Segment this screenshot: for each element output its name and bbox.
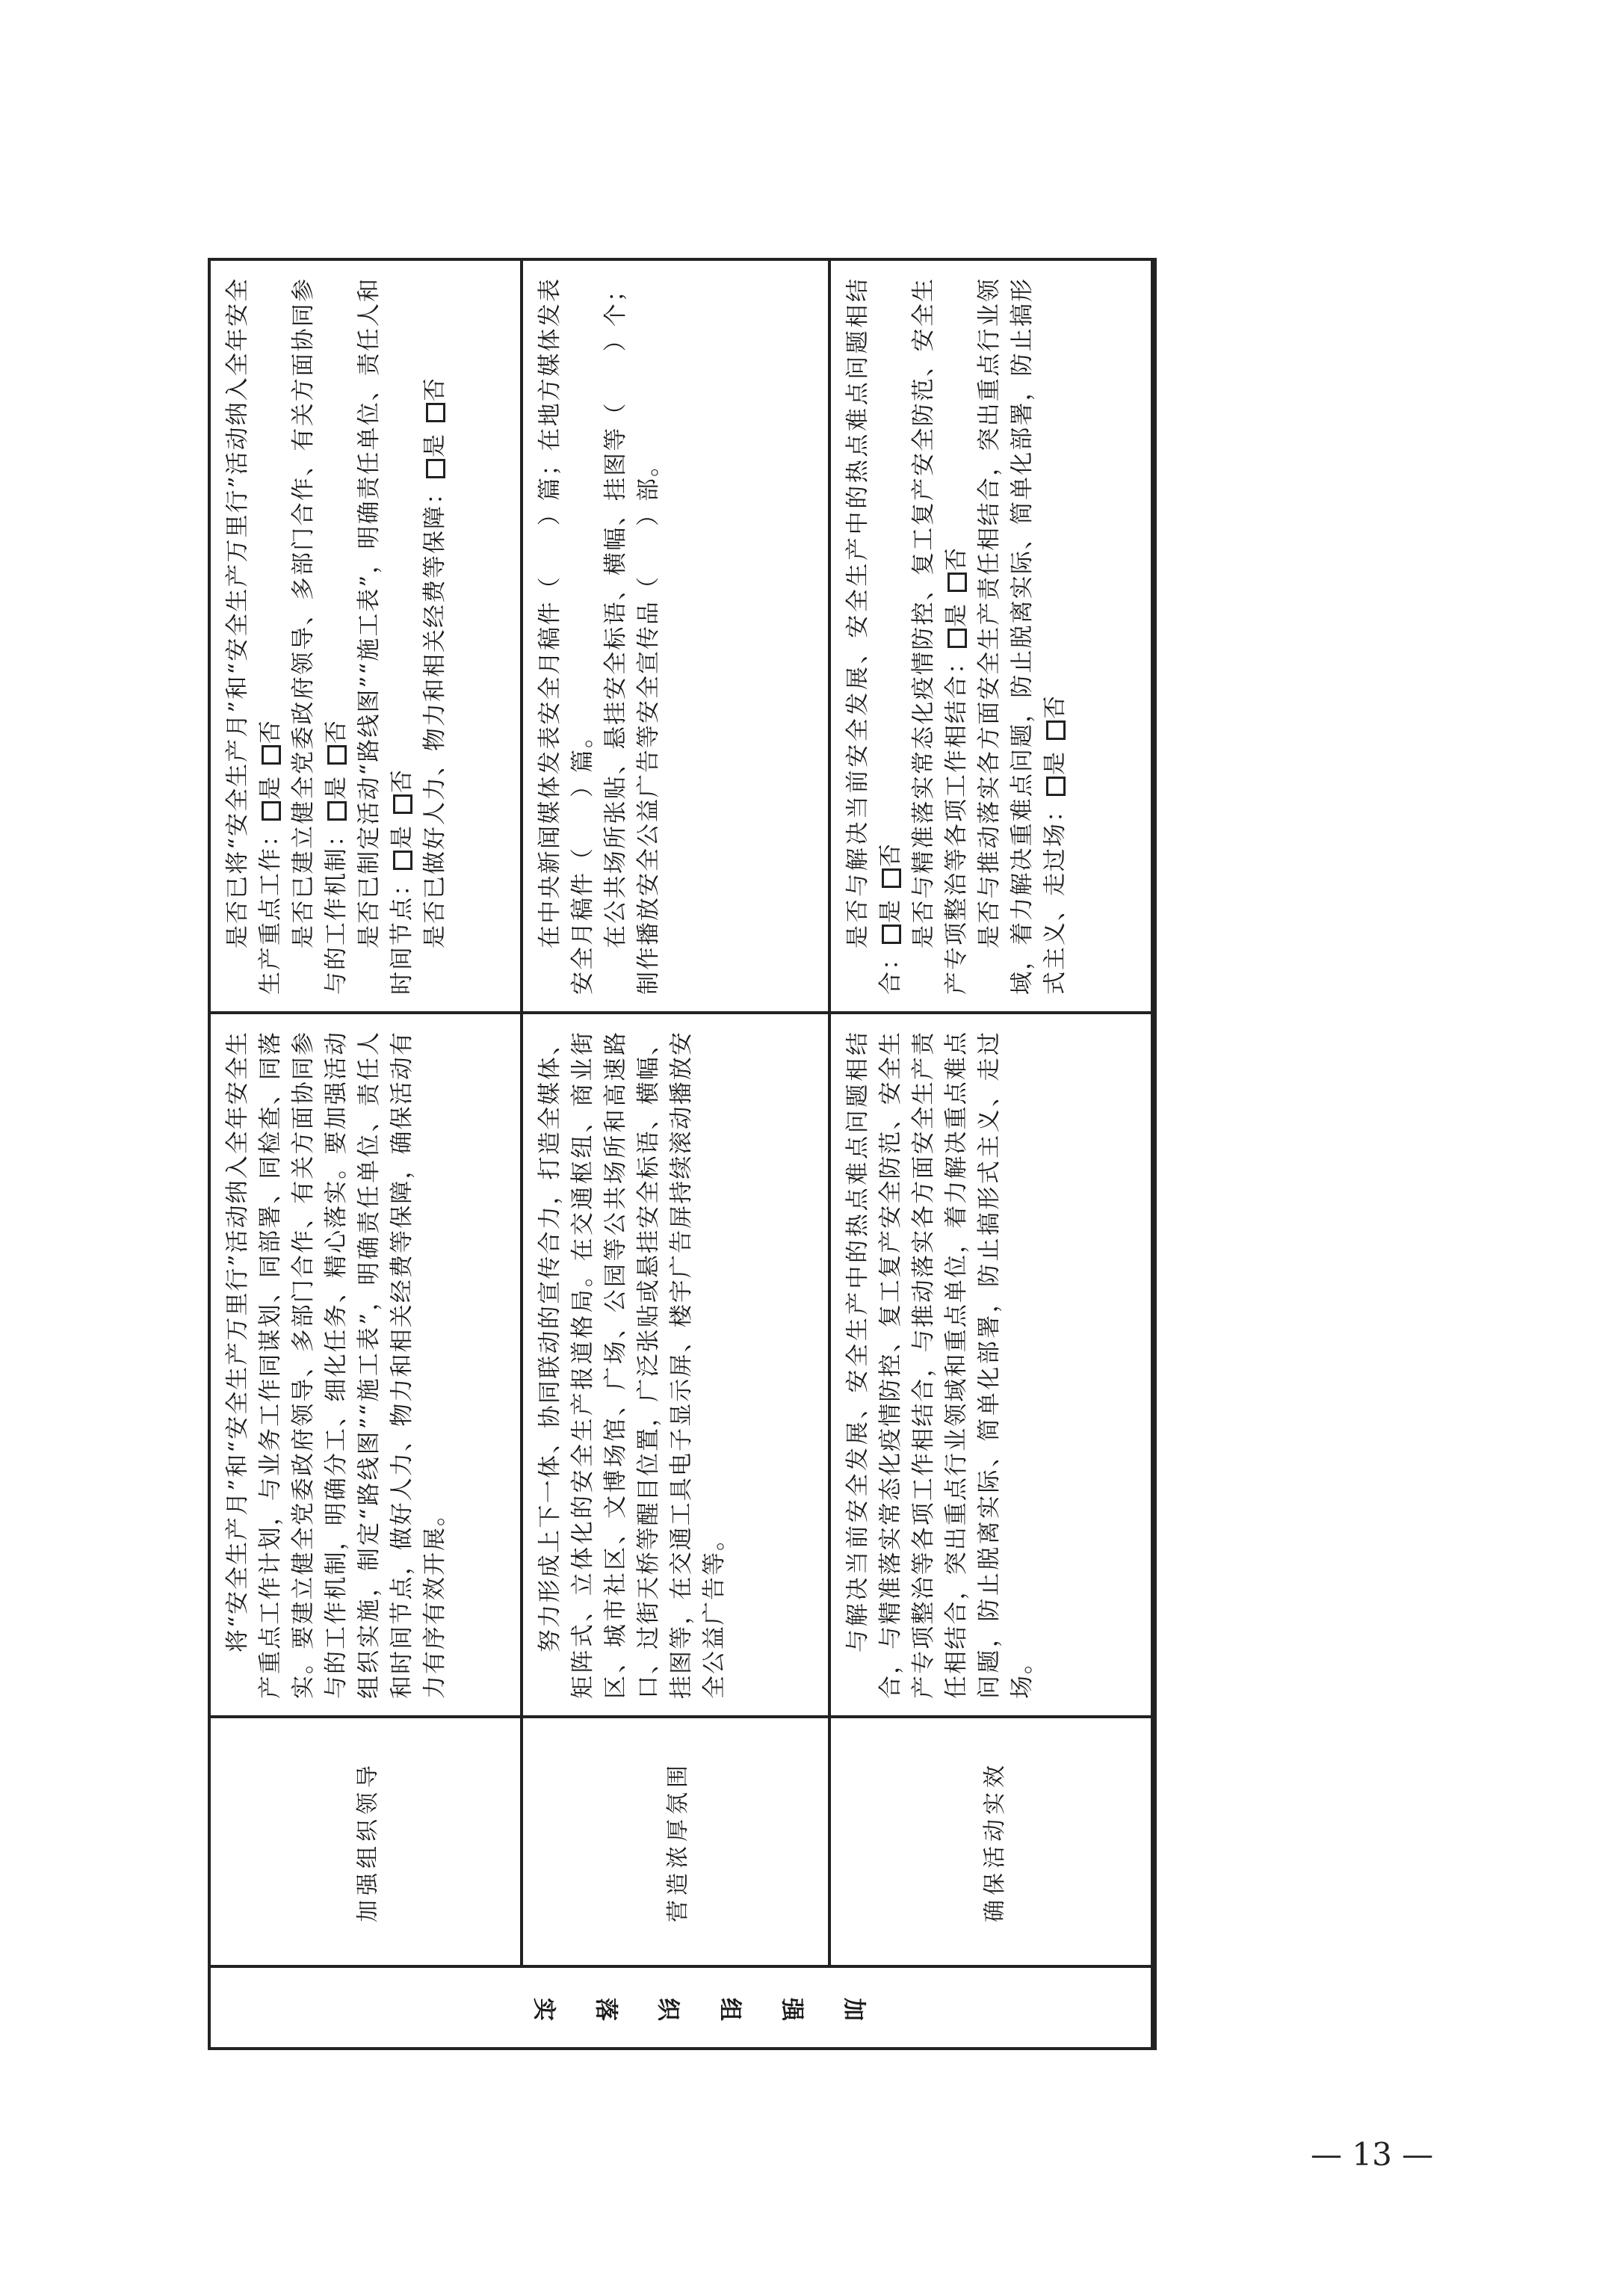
no-checkbox[interactable] bbox=[327, 745, 347, 765]
check-line: 是否已将“安全生产月”和“安全生产万里行”活动纳入全年安全生产重点工作：是 否 bbox=[224, 277, 284, 995]
no-checkbox[interactable] bbox=[1046, 720, 1066, 740]
item-cell bbox=[829, 1717, 1155, 1966]
rotated-table bbox=[208, 258, 1154, 2050]
check-line: 在公共场所张贴、悬挂安全标语、横幅、挂图等（ ）个；制作播放安全公益广告等安全宣传品（ ）部。 bbox=[602, 277, 662, 995]
table-row bbox=[522, 259, 829, 2049]
requirement-text: 与解决当前安全发展、安全生产中的热点难点问题相结合，与精准落实常态化疫情防控、复工复产安全防范、安全生产专项整治等各项工作相结合，与推动落实各方面安全生产责任相结合，突出重点行业领域和重点单位，着力解决重点难点问题，防止脱离实际、简单化部署，防止搞形式主义、走过场。 bbox=[844, 1031, 1036, 1699]
yes-checkbox[interactable] bbox=[947, 629, 967, 648]
item-cell bbox=[209, 1717, 522, 1966]
check-line: 是否已制定活动“路线图”“施工表”，明确责任单位、责任人和时间节点：是 否 bbox=[356, 277, 415, 995]
yes-checkbox[interactable] bbox=[426, 459, 445, 478]
check-line: 是否已建立健全党委政府领导、多部门合作、有关方面协同参与的工作机制：是 否 bbox=[290, 277, 350, 995]
category-label: 加强组织落实 bbox=[495, 1993, 867, 2021]
no-checkbox[interactable] bbox=[393, 794, 412, 814]
item-label: 加强组织领导 bbox=[355, 1761, 381, 1922]
requirement-text: 努力形成上下一体、协同联动的宣传合力，打造全媒体、矩阵式、立体化的安全生产报道格局。在交通枢纽、商业街区、城市社区、文博场馆、广场、公园等公共场所和高速路口、过街天桥等醒目位置，广泛张贴或悬挂安全标语、横幅、挂图等，在交通工具电子显示屏、楼宇广告屏持续滚动播放安全公益广告等。 bbox=[537, 1031, 728, 1699]
check-line: 在中央新闻媒体发表安全月稿件（ ）篇；在地方媒体发表安全月稿件（ ）篇。 bbox=[537, 277, 596, 995]
yes-checkbox[interactable] bbox=[393, 851, 412, 870]
check-cell bbox=[522, 259, 829, 1013]
item-label: 营造浓厚氛围 bbox=[665, 1761, 691, 1922]
yes-checkbox[interactable] bbox=[1046, 777, 1066, 796]
no-checkbox[interactable] bbox=[426, 403, 445, 422]
requirement-text: 将“安全生产月”和“安全生产万里行”活动纳入全年安全生产重点工作计划，与业务工作同谋划、同部署、同检查、同落实。要建立健全党委政府领导、多部门合作、有关方面协同参与的工作机制，明确分工、细化任务、精心落实。要加强活动组织实施，制定“路线图”“施工表”，明确责任单位、责任人和时间节点，做好人力、物力和相关经费等保障，确保活动有力有序有效开展。 bbox=[224, 1031, 448, 1699]
yes-checkbox[interactable] bbox=[262, 801, 281, 821]
supervision-checklist-table bbox=[208, 258, 1157, 2050]
requirement-cell bbox=[522, 1013, 829, 1717]
item-label: 确保活动实效 bbox=[982, 1761, 1008, 1922]
check-line: 是否与推动落实各方面安全生产责任相结合，突出重点行业领域，着力解决重难点问题，防止脱离实际、简单化部署，防止搞形式主义、走过场：是 否 bbox=[976, 277, 1069, 995]
check-line: 是否与解决当前安全发展、安全生产中的热点难点问题相结合：是 否 bbox=[844, 277, 904, 995]
item-cell bbox=[522, 1717, 829, 1966]
table-row bbox=[829, 259, 1155, 2049]
no-checkbox[interactable] bbox=[882, 868, 901, 888]
check-cell bbox=[209, 259, 522, 1013]
requirement-cell bbox=[829, 1013, 1155, 1717]
yes-checkbox[interactable] bbox=[882, 925, 901, 944]
check-cell bbox=[829, 259, 1155, 1013]
no-checkbox[interactable] bbox=[262, 745, 281, 765]
no-checkbox[interactable] bbox=[947, 573, 967, 592]
check-line: 是否与精准落实常态化疫情防控、复工复产安全防范、安全生产专项整治等各项工作相结合：是 否 bbox=[910, 277, 970, 995]
table-row bbox=[209, 259, 522, 2049]
page-number: — 13 — bbox=[1311, 2136, 1434, 2173]
yes-checkbox[interactable] bbox=[327, 801, 347, 821]
category-cell bbox=[209, 1966, 1155, 2049]
requirement-cell bbox=[209, 1013, 522, 1717]
check-line: 是否已做好人力、物力和相关经费等保障：是 否 bbox=[421, 377, 448, 948]
